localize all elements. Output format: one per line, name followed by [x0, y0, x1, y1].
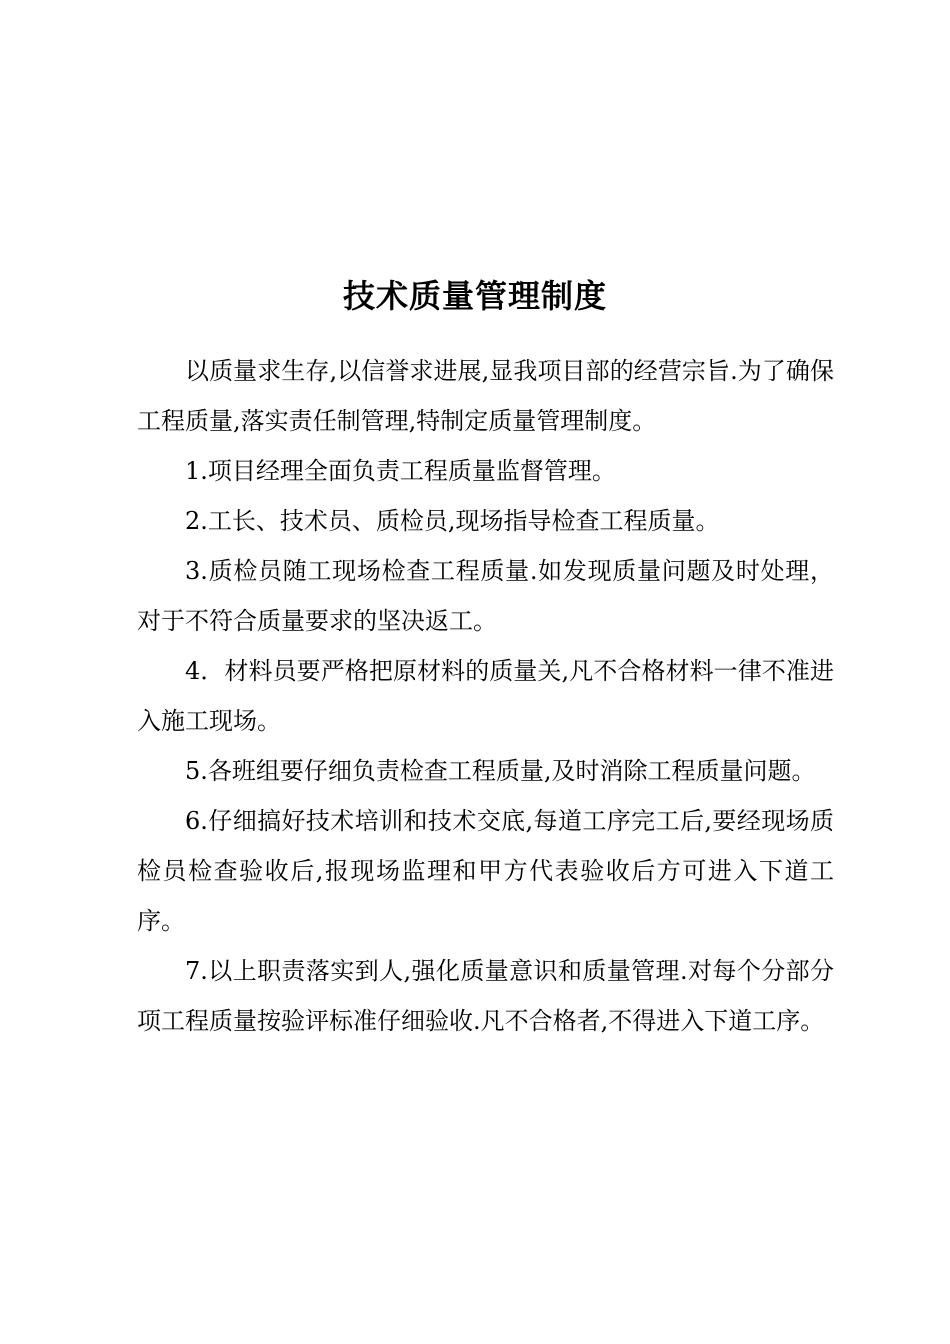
rule-item-2: 2.工长、技术员、质检员,现场指导检查工程质量。: [185, 507, 720, 535]
rule-item-1: 1.项目经理全面负责工程质量监督管理。: [185, 457, 616, 485]
rule-item-5: 5.各班组要仔细负责检查工程质量,及时消除工程质量问题。: [185, 757, 816, 785]
rule-item-4: 4．材料员要严格把原材料的质量关,凡不合格材料一律不准进入施工现场。: [137, 657, 834, 735]
rule-item-7: 7.以上职责落实到人,强化质量意识和质量管理.对每个分部分项工程质量按验评标准仔细验收.凡不合格者,不得进入下道工序。: [137, 957, 834, 1035]
document-body: [137, 346, 834, 1046]
rule-item-6: 6.仔细搞好技术培训和技术交底,每道工序完工后,要经现场质检员检查验收后,报现场监理和甲方代表验收后方可进入下道工序。: [137, 807, 834, 935]
document-title: 技术质量管理制度: [342, 277, 607, 315]
rule-item-3: 3.质检员随工现场检查工程质量.如发现质量问题及时处理，对于不符合质量要求的坚决返工。: [137, 557, 834, 635]
intro-paragraph: 以质量求生存,以信誉求进展,显我项目部的经营宗旨.为了确保工程质量,落实责任制管理,特制定质量管理制度。: [137, 357, 834, 435]
